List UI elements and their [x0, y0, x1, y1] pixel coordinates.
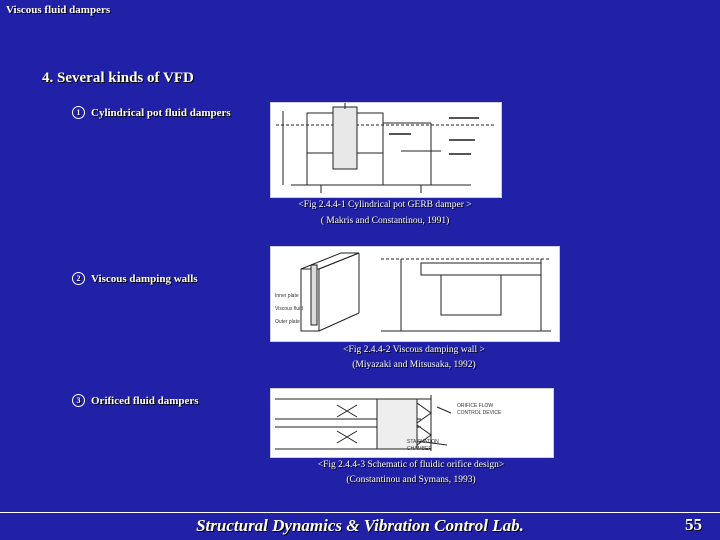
- slide-header-title: Viscous fluid dampers: [6, 4, 111, 16]
- label-viscous-fluid: Viscous fluid: [275, 306, 303, 312]
- piston-body: [333, 107, 357, 169]
- wall-bottom-edge: [319, 313, 359, 331]
- label-control-device: CONTROL DEVICE: [457, 409, 502, 416]
- item-3-label-row: [72, 394, 199, 407]
- annotation-mark-2: [449, 139, 475, 141]
- item-1-label-row: [72, 106, 231, 119]
- figure-3-legend-bottom: [407, 439, 439, 452]
- upper-beam: [421, 263, 541, 275]
- seal-bottom: [337, 431, 357, 443]
- viscous-damping-wall-drawing: [271, 247, 559, 341]
- label-orifice-flow: ORIFICE FLOW: [457, 403, 494, 409]
- figure-cylindrical-pot-damper: [270, 102, 502, 198]
- footer-lab-name: Structural Dynamics & Vibration Control Lab.: [196, 516, 524, 535]
- figure-1-caption-line1: <Fig 2.4.4-1 Cylindrical pot GERB damper >: [298, 200, 472, 210]
- footer-divider: [0, 512, 720, 513]
- section-heading: 4. Several kinds of VFD: [42, 70, 194, 86]
- figure-2-legend: [275, 293, 303, 326]
- figure-3-caption-line2: (Constantinou and Symans, 1993): [346, 475, 476, 485]
- inner-plate: [311, 265, 317, 325]
- label-chamber: CHAMBER: [407, 445, 433, 452]
- page-number: 55: [685, 515, 702, 534]
- label-outer-plate: Outer plate: [275, 319, 300, 325]
- figure-3-caption-line1: <Fig 2.4.4-3 Schematic of fluidic orifice design>: [317, 460, 505, 470]
- seal-top: [337, 405, 357, 417]
- leader-1: [437, 407, 451, 413]
- figure-1-caption-line2: ( Makris and Constantinou, 1991): [320, 216, 450, 226]
- label-stagnation: STAGNATION: [407, 439, 439, 445]
- item-2-label: Viscous damping walls: [91, 272, 198, 285]
- cylindrical-pot-damper-drawing: [271, 103, 501, 197]
- figure-3-legend-top: [457, 403, 501, 416]
- figure-2-caption-line1: <Fig 2.4.4-2 Viscous damping wall >: [343, 345, 485, 355]
- figure-viscous-damping-wall: [270, 246, 560, 342]
- figure-orifice-design: [270, 388, 554, 458]
- item-3-label: Orificed fluid dampers: [91, 394, 199, 407]
- item-1-number-badge: 1: [72, 106, 85, 119]
- item-3-number-badge: 3: [72, 394, 85, 407]
- item-2-label-row: [72, 272, 198, 285]
- damping-wall-elevation: [441, 275, 501, 315]
- item-2-number-badge: 2: [72, 272, 85, 285]
- annotation-mark-3: [449, 153, 471, 155]
- wall-edge: [319, 253, 359, 269]
- item-1-label: Cylindrical pot fluid dampers: [91, 106, 231, 119]
- figure-2-caption-line2: (Miyazaki and Mitsusaka, 1992): [352, 360, 476, 370]
- wall-top-face: [301, 253, 359, 269]
- annotation-mark-1: [449, 117, 479, 119]
- annotation-mark-4: [389, 133, 411, 135]
- label-inner-plate: Inner plate: [275, 293, 299, 299]
